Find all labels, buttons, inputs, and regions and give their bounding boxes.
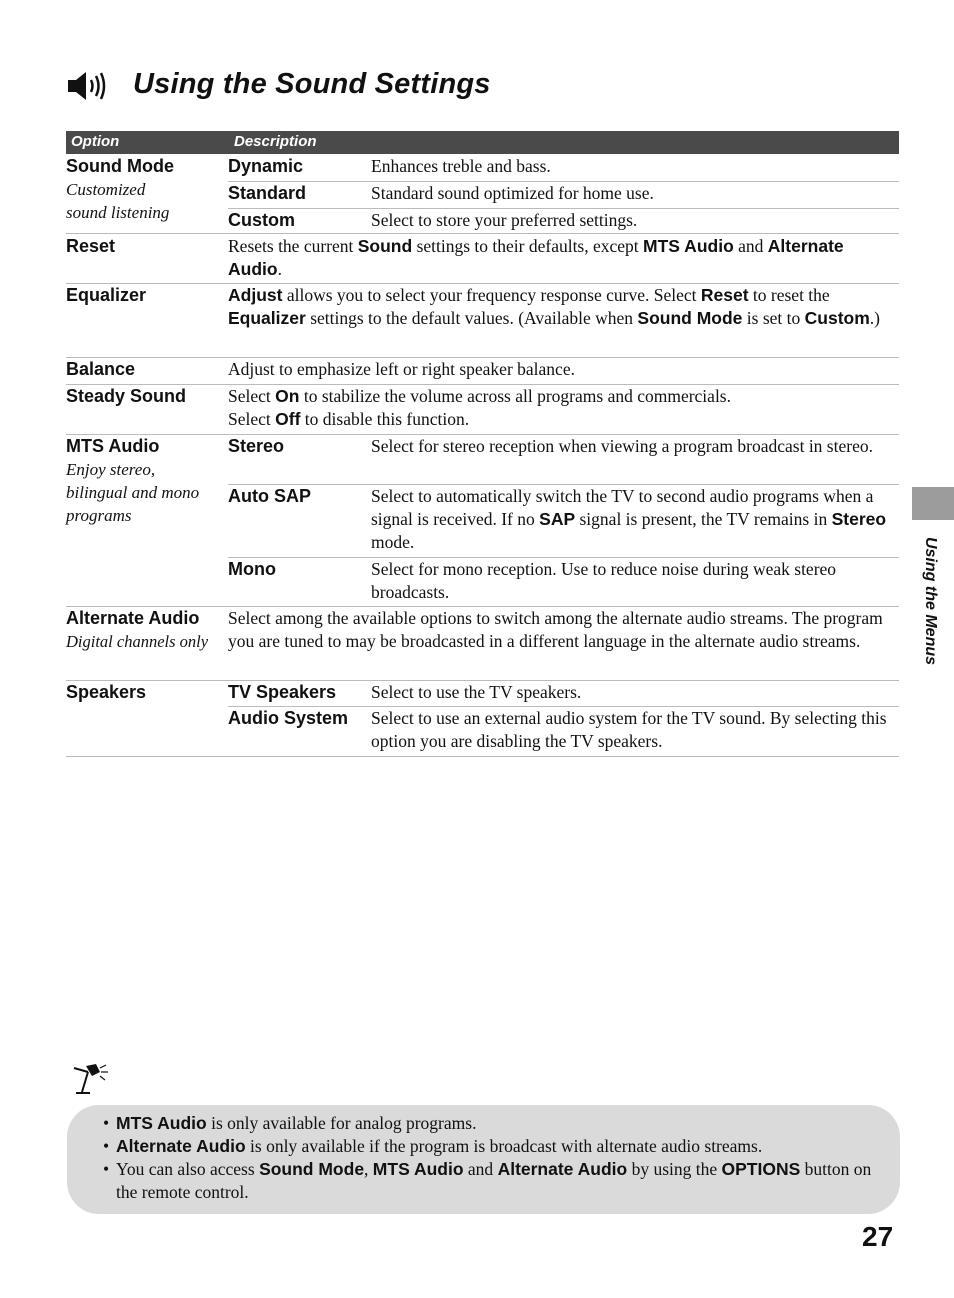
- speaker-icon: [66, 70, 108, 102]
- description: [228, 235, 893, 281]
- note-icon: [70, 1062, 110, 1096]
- sub-item-desc: Enhances treble and bass.: [371, 156, 551, 176]
- row-mts-audio: [66, 435, 899, 607]
- text: to disable this function.: [300, 409, 470, 429]
- header-description: Description: [234, 133, 317, 150]
- text: .: [277, 259, 282, 279]
- option-subtitle: Enjoy stereo,: [66, 460, 156, 479]
- sub-item-desc: Select to use an external audio system for the TV sound. By selecting this option you are disabling the TV speakers.: [371, 708, 887, 751]
- sub-item-name: Custom: [228, 210, 295, 230]
- bold-term: Sound: [357, 236, 413, 256]
- text: ,: [364, 1159, 373, 1179]
- bold-term: Alternate Audio: [116, 1136, 246, 1156]
- sub-item-audio-system: [228, 707, 899, 755]
- sub-item-desc: Standard sound optimized for home use.: [371, 183, 654, 203]
- option-subtitle: Digital channels only: [66, 632, 209, 651]
- sub-item-name: Audio System: [228, 708, 349, 728]
- text: button on the remote control.: [116, 1159, 872, 1202]
- text: is set to: [742, 308, 805, 328]
- bold-term: MTS Audio: [116, 1113, 207, 1133]
- section-side-label: Using the Menus: [922, 537, 939, 666]
- note-item: [103, 1135, 873, 1158]
- row-steady-sound: [66, 385, 899, 435]
- sub-item-mono: [228, 558, 899, 606]
- bold-term: Equalizer: [228, 308, 306, 328]
- bold-term: Reset: [700, 285, 749, 305]
- sub-item-name: Stereo: [228, 436, 285, 456]
- table-header: [66, 131, 899, 154]
- bold-term: Adjust: [228, 285, 283, 305]
- sub-item-standard: [228, 182, 899, 209]
- option-cell: [66, 155, 226, 224]
- sub-item-custom: [228, 209, 899, 233]
- bold-term: Sound Mode: [259, 1159, 365, 1179]
- sub-item-auto-sap: [228, 485, 899, 558]
- option-name: Steady Sound: [66, 386, 187, 406]
- text: Resets the current: [228, 236, 358, 256]
- text: and: [733, 236, 768, 256]
- option-name: Equalizer: [66, 285, 147, 305]
- sub-item-desc: Select for mono reception. Use to reduce noise during weak stereo broadcasts.: [371, 559, 837, 602]
- option-subtitle: bilingual and mono: [66, 483, 200, 502]
- text: signal is present, the TV remains in: [575, 509, 832, 529]
- text: settings to the default values. (Available when: [305, 308, 638, 328]
- sub-item-desc: [371, 485, 891, 554]
- sub-item-desc: Select to use the TV speakers.: [371, 682, 582, 702]
- row-balance: [66, 358, 899, 385]
- bold-term: Alternate Audio: [228, 236, 844, 279]
- option-cell: [66, 435, 226, 527]
- description: [228, 284, 893, 330]
- row-reset: [66, 234, 899, 284]
- notes-box: [67, 1105, 900, 1214]
- bold-term: Sound Mode: [637, 308, 743, 328]
- text: .): [869, 308, 880, 328]
- text: is only available for analog programs.: [206, 1113, 477, 1133]
- bold-term: MTS Audio: [643, 236, 734, 256]
- row-speakers: [66, 681, 899, 757]
- option-name: Balance: [66, 359, 136, 379]
- text: You can also access: [116, 1159, 260, 1179]
- bold-term: Stereo: [831, 509, 887, 529]
- text: is only available if the program is broadcast with alternate audio streams.: [245, 1136, 763, 1156]
- sub-item-name: Standard: [228, 183, 307, 203]
- page-title: Using the Sound Settings: [133, 68, 491, 100]
- note-item: [103, 1158, 873, 1204]
- text: Select: [228, 386, 276, 406]
- text: Select: [228, 409, 276, 429]
- sub-item-name: Auto SAP: [228, 486, 311, 506]
- sub-item-desc: Select for stereo reception when viewing a program broadcast in stereo.: [371, 436, 873, 456]
- note-item: [103, 1112, 873, 1135]
- option-name: MTS Audio: [66, 436, 160, 456]
- option-subtitle: Customized: [66, 180, 146, 199]
- option-name: Speakers: [66, 682, 147, 702]
- option-subtitle: programs: [66, 506, 132, 525]
- sub-item-stereo: [228, 435, 899, 485]
- text: and: [463, 1159, 498, 1179]
- text: settings to their defaults, except: [412, 236, 644, 256]
- bold-term: OPTIONS: [721, 1159, 801, 1179]
- header-option: Option: [71, 133, 120, 150]
- sub-item-name: Mono: [228, 559, 276, 579]
- sub-item-name: TV Speakers: [228, 682, 337, 702]
- option-name: Reset: [66, 236, 116, 256]
- bold-term: On: [275, 386, 300, 406]
- option-subtitle: sound listening: [66, 203, 170, 222]
- row-alternate-audio: [66, 607, 899, 681]
- sub-item-dynamic: [228, 155, 899, 182]
- page-number: 27: [862, 1221, 894, 1252]
- sub-item-desc: Select to store your preferred settings.: [371, 210, 638, 230]
- bold-term: MTS Audio: [372, 1159, 464, 1179]
- description: [228, 385, 893, 431]
- row-equalizer: [66, 284, 899, 358]
- option-cell: [66, 607, 226, 653]
- description: Adjust to emphasize left or right speaker balance.: [228, 359, 575, 379]
- text: by using the: [627, 1159, 722, 1179]
- bold-term: Off: [275, 409, 301, 429]
- option-name: Alternate Audio: [66, 608, 200, 628]
- option-name: Sound Mode: [66, 156, 174, 176]
- sub-item-name: Dynamic: [228, 156, 304, 176]
- description: Select among the available options to switch among the alternate audio streams. The program you are tuned to may be broadcasted in a different language in the alternate audio streams.: [228, 608, 883, 651]
- bold-term: Alternate Audio: [497, 1159, 628, 1179]
- text: to stabilize the volume across all programs and commercials.: [299, 386, 731, 406]
- notes-list: [103, 1112, 873, 1204]
- bold-term: SAP: [539, 509, 576, 529]
- row-sound-mode: [66, 155, 899, 234]
- text: to reset the: [748, 285, 830, 305]
- bold-term: Custom: [804, 308, 870, 328]
- section-tab-marker: [912, 487, 954, 520]
- text: mode.: [371, 532, 415, 552]
- text: Select to automatically switch the TV to second audio programs when a signal is received. If no: [371, 486, 874, 529]
- sub-item-tv-speakers: [228, 681, 899, 707]
- text: allows you to select your frequency response curve. Select: [282, 285, 701, 305]
